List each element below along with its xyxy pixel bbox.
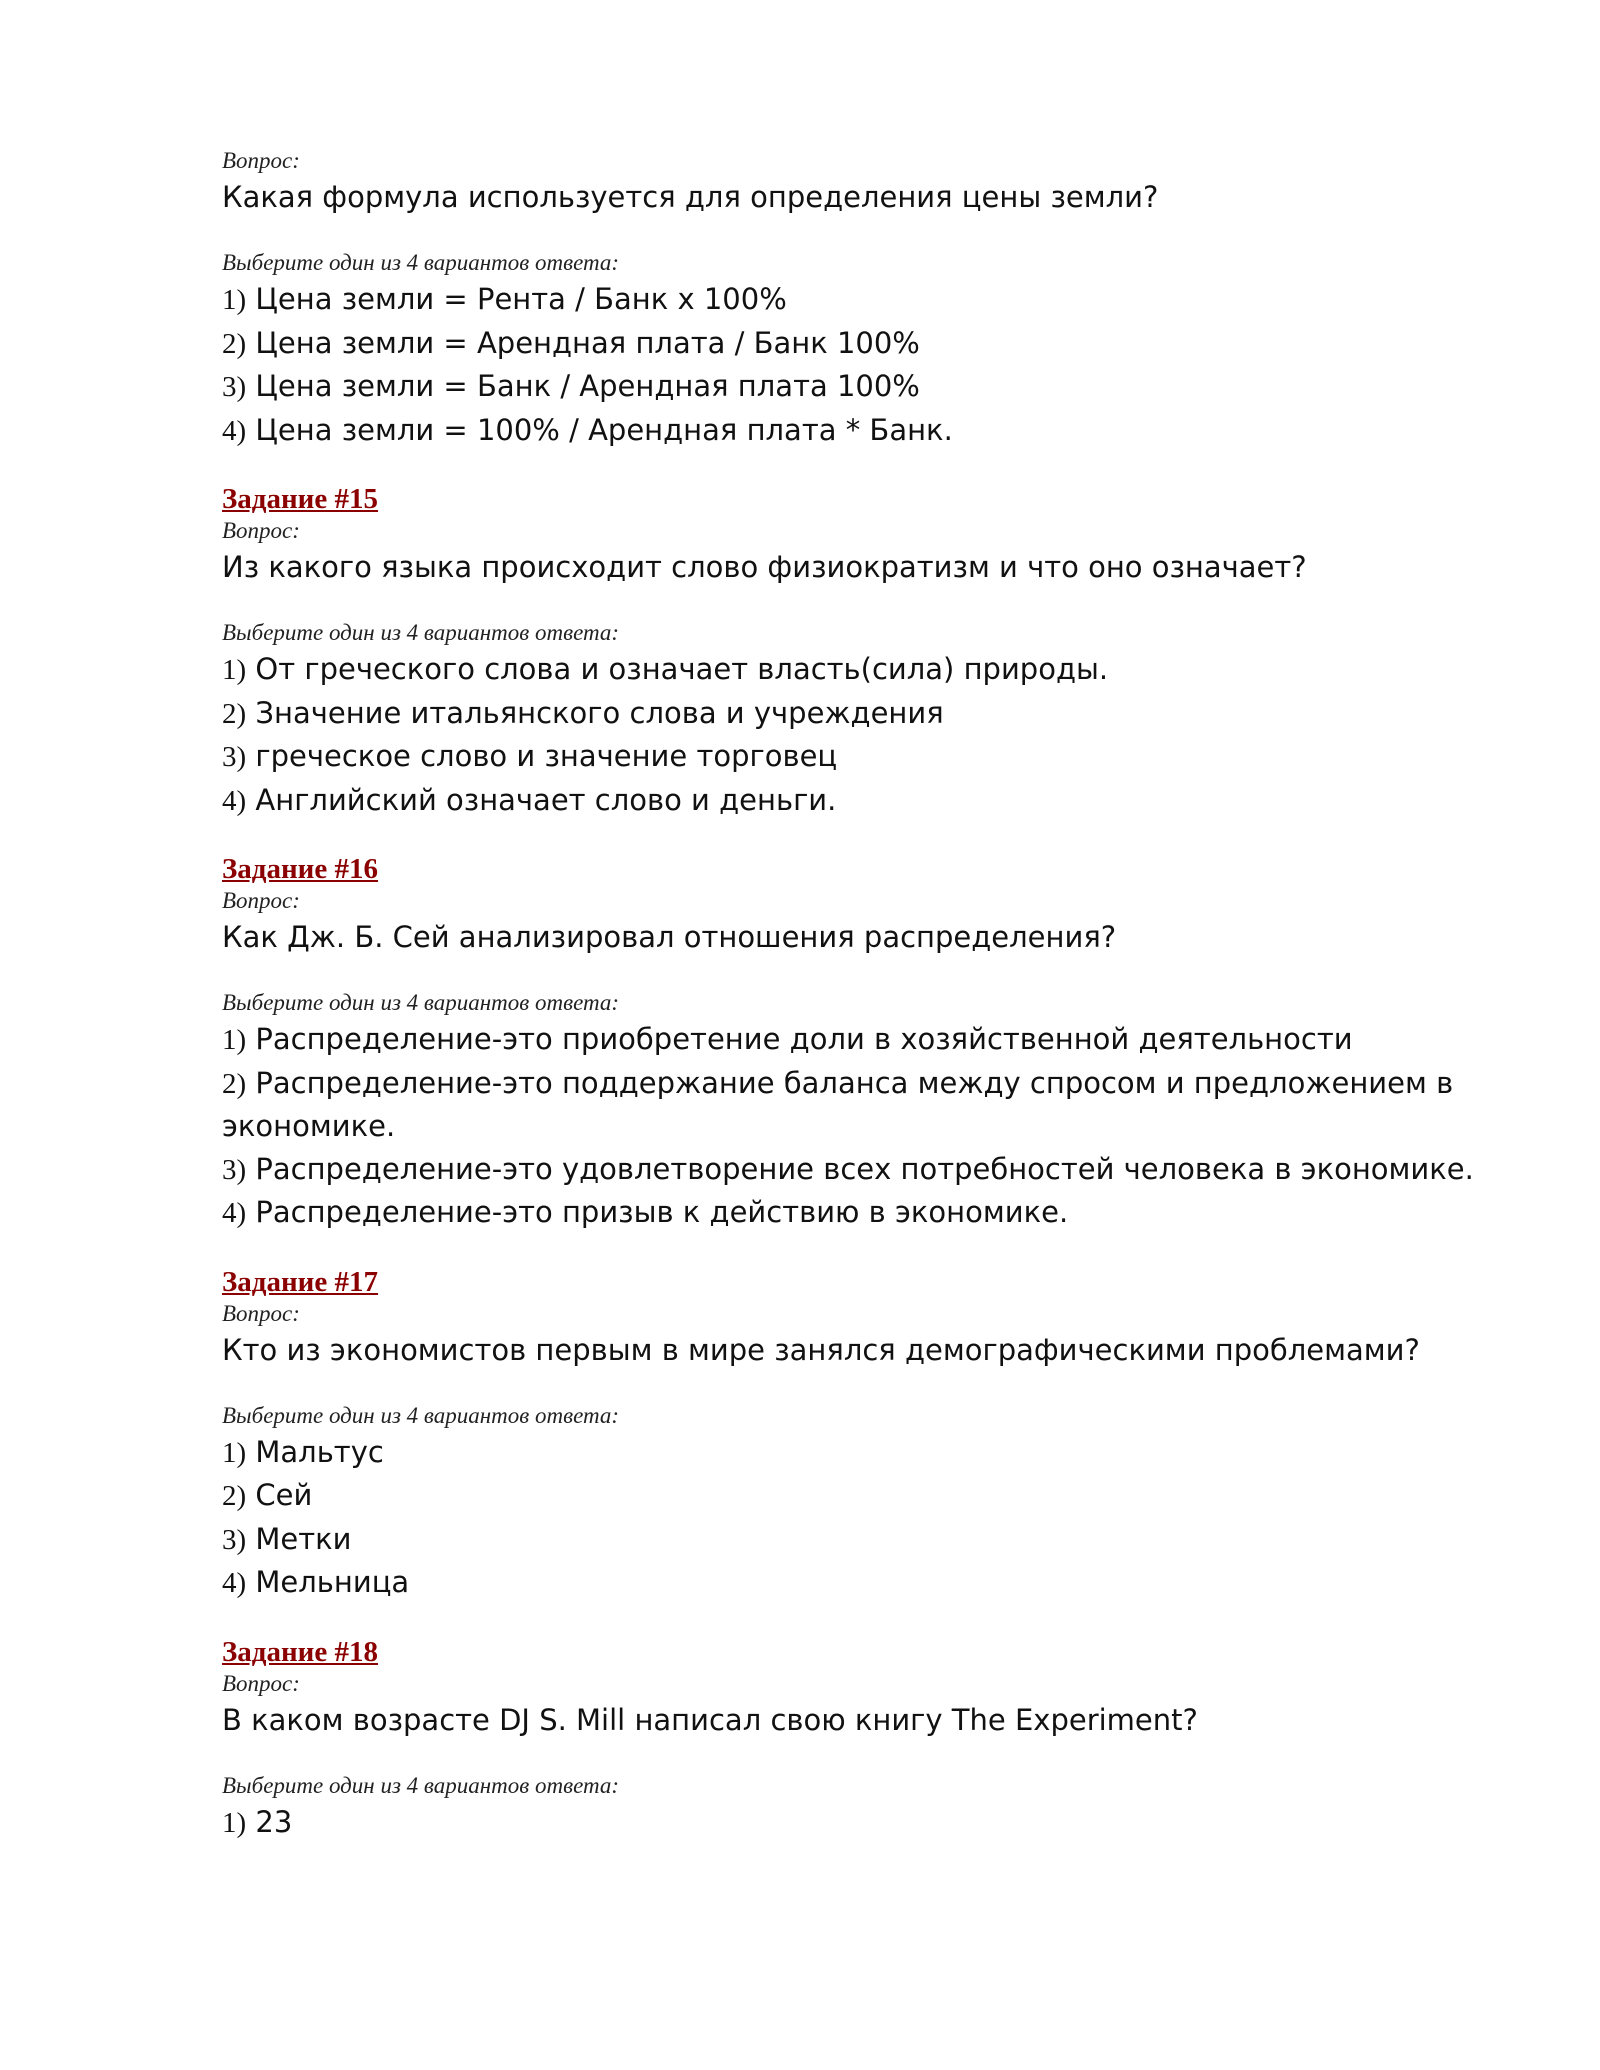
answer-number: 1) <box>222 1024 247 1056</box>
answer-number: 2) <box>222 697 247 730</box>
answer-list <box>222 648 1502 822</box>
question-label: Вопрос: <box>222 148 300 173</box>
answer-option <box>222 278 1502 322</box>
answer-text: От греческого слова и означает власть(сила) природы. <box>246 652 1109 686</box>
quiz-block <box>222 852 1502 1235</box>
question-text: В каком возрасте DJ S. Mill написал свою книгу The Experiment? <box>222 1702 1198 1737</box>
task-title: Задание #18 <box>222 1635 379 1668</box>
question-text: Как Дж. Б. Сей анализировал отношения распределения? <box>222 920 1117 954</box>
answer-option <box>222 1474 1502 1518</box>
answer-number: 4) <box>222 784 247 817</box>
answer-text: Английский означает слово и деньги. <box>246 782 837 817</box>
answer-text: Распределение-это поддержание баланса между спросом и предложением в экономике. <box>222 1065 1454 1143</box>
answer-number: 3) <box>222 741 247 773</box>
answer-text: 23 <box>246 1804 293 1839</box>
task-title: Задание #16 <box>222 853 379 885</box>
task-title: Задание #17 <box>222 1265 379 1298</box>
answers-label: Выберите один из 4 вариантов ответа: <box>222 250 620 275</box>
document-page <box>222 146 1502 1844</box>
answer-number: 3) <box>222 371 247 403</box>
answer-option <box>222 1561 1502 1605</box>
question-text: Какая формула используется для определения цены земли? <box>222 180 1159 214</box>
answer-number: 2) <box>222 327 247 360</box>
quiz-block <box>222 1635 1502 1845</box>
answer-option <box>222 692 1502 736</box>
answer-text: Мельница <box>246 1565 410 1599</box>
answers-label: Выберите один из 4 вариантов ответа: <box>222 990 620 1015</box>
answer-text: Цена земли = Рента / Банк х 100% <box>246 282 787 316</box>
answer-option <box>222 1062 1502 1148</box>
quiz-block <box>222 146 1502 452</box>
question-label: Вопрос: <box>222 1670 300 1696</box>
answer-text: Цена земли = Арендная плата / Банк 100% <box>246 325 920 360</box>
answers-label: Выберите один из 4 вариантов ответа: <box>222 620 620 645</box>
answer-number: 1) <box>222 1436 247 1469</box>
answer-number: 4) <box>222 1197 247 1229</box>
answer-option <box>222 1018 1502 1062</box>
answer-text: Сей <box>246 1478 313 1512</box>
answer-option <box>222 779 1502 823</box>
question-text: Из какого языка происходит слово физиократизм и что оно означает? <box>222 550 1307 584</box>
answer-list <box>222 1801 1502 1845</box>
answer-option <box>222 735 1502 779</box>
answer-number: 2) <box>222 1067 247 1100</box>
answer-text: Значение итальянского слова и учреждения <box>246 695 944 730</box>
quiz-block <box>222 482 1502 822</box>
answer-option <box>222 1191 1502 1235</box>
question-label: Вопрос: <box>222 1300 300 1326</box>
question-label: Вопрос: <box>222 888 300 913</box>
answer-list <box>222 1018 1502 1235</box>
answer-number: 2) <box>222 1480 247 1512</box>
answer-number: 3) <box>222 1523 247 1556</box>
answer-option <box>222 365 1502 409</box>
quiz-block <box>222 1265 1502 1605</box>
answer-text: Распределение-это приобретение доли в хозяйственной деятельности <box>246 1022 1353 1056</box>
answer-option <box>222 1431 1502 1475</box>
answer-number: 3) <box>222 1153 247 1186</box>
answer-text: Распределение-это удовлетворение всех потребностей человека в экономике. <box>246 1151 1474 1186</box>
answers-label: Выберите один из 4 вариантов ответа: <box>222 1402 620 1428</box>
answer-text: Распределение-это призыв к действию в экономике. <box>246 1195 1069 1229</box>
answer-number: 1) <box>222 1806 247 1839</box>
answer-list <box>222 278 1502 452</box>
answer-option <box>222 1518 1502 1562</box>
answer-text: Цена земли = Банк / Арендная плата 100% <box>246 369 920 403</box>
answer-text: Метки <box>246 1521 352 1556</box>
answer-text: Мальтус <box>246 1434 384 1469</box>
question-label: Вопрос: <box>222 518 300 543</box>
answer-text: Цена земли = 100% / Арендная плата * Банк. <box>246 412 953 447</box>
answer-list <box>222 1431 1502 1605</box>
answers-label: Выберите один из 4 вариантов ответа: <box>222 1772 620 1798</box>
answer-option <box>222 648 1502 692</box>
answer-option <box>222 1801 1502 1845</box>
answer-number: 1) <box>222 284 247 316</box>
answer-option <box>222 322 1502 366</box>
answer-option <box>222 1148 1502 1192</box>
answer-number: 1) <box>222 654 247 686</box>
answer-number: 4) <box>222 414 247 447</box>
answer-text: греческое слово и значение торговец <box>246 739 838 773</box>
answer-number: 4) <box>222 1567 247 1599</box>
answer-option <box>222 409 1502 453</box>
task-title: Задание #15 <box>222 483 379 515</box>
question-text: Кто из экономистов первым в мире занялся демографическими проблемами? <box>222 1332 1420 1367</box>
